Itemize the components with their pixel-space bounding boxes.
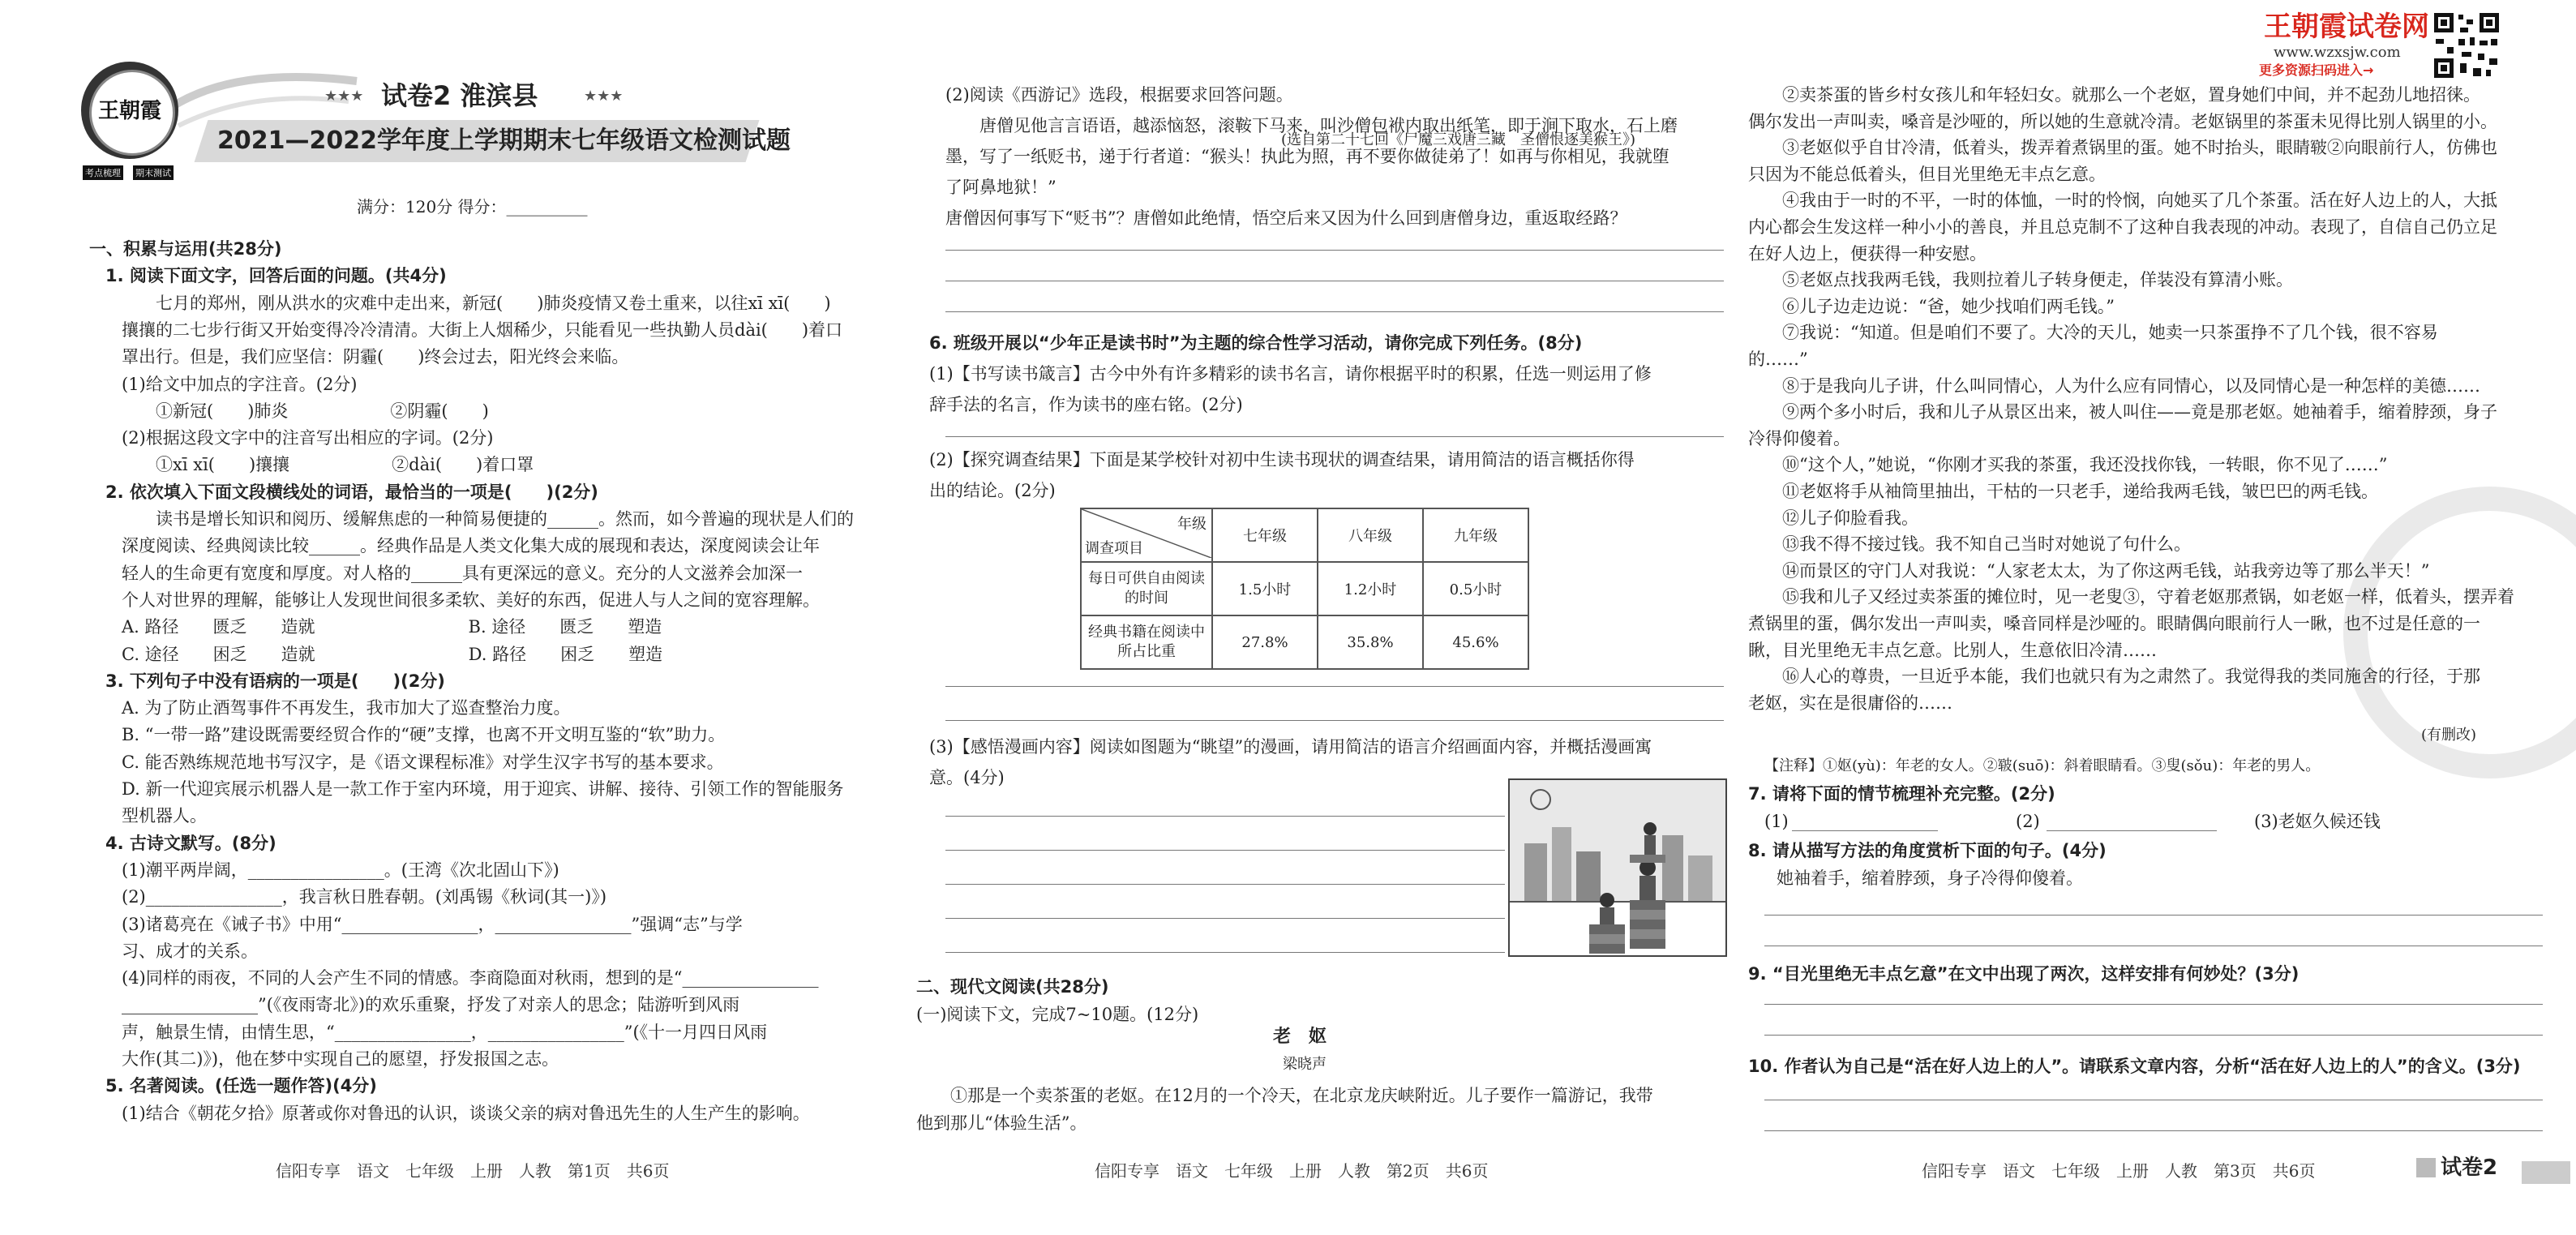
text-line: ①新冠( )肺炎 ②阴霾( ): [122, 401, 489, 421]
q7-item-2: (2): [2016, 812, 2040, 831]
table-cell: 35.8%: [1318, 615, 1423, 669]
answer-line: [945, 436, 1724, 437]
article-paragraph-1: ①那是一个卖茶蛋的老妪。在12月的一个冷天，在北京龙庆峡附近。儿子要作一篇游记，我带: [916, 1086, 1653, 1105]
corner-bottom: 调查项目: [1085, 540, 1143, 557]
text-line: ④我由于一时的不平，一时的体恤，一时的怜悯，向她买了几个茶蛋。活在好人边上的人，大抵: [1748, 191, 2497, 211]
answer-line: [1764, 1035, 2543, 1036]
text-line: 了阿鼻地狱！”: [945, 178, 1057, 197]
text-line: (2)【探究调查结果】下面是某学校针对初中生读书现状的调查结果，请用简洁的语言概括你得: [929, 450, 1635, 470]
text-line: (1)结合《朝花夕拾》原著或你对鲁迅的认识，谈谈父亲的病对鲁迅先生的人生产生的影响。: [122, 1103, 810, 1123]
answer-blank: [2047, 830, 2217, 831]
logo-tag1: 考点梳理: [83, 165, 123, 180]
text-line: 1. 阅读下面文字，回答后面的问题。(共4分): [105, 266, 447, 286]
text-line: 出的结论。(2分): [929, 481, 1056, 500]
text-line: 罩出行。但是，我们应坚信：阴霾( )终会过去，阳光终会来临。: [122, 347, 629, 367]
text-line: 攘攘的二七步行街又开始变得冷冷清清。大街上人烟稀少，只能看见一些执勤人员dài( )着口: [122, 319, 843, 340]
footer-page-3: 信阳专享 语文 七年级 上册 人教 第3页 共6页: [1922, 1161, 2316, 1181]
text-line: ⑩“这个人，”她说，“你刚才买我的茶蛋，我还没找你钱，一转眼，你不见了……”: [1748, 455, 2388, 475]
footer-page-2: 信阳专享 语文 七年级 上册 人教 第2页 共6页: [1095, 1161, 1489, 1181]
text-line: ⑬我不得不接过钱。我不知自己当时对她说了句什么。: [1748, 534, 2191, 555]
answer-line: [945, 918, 1505, 919]
answer-line: [945, 311, 1724, 312]
text-line: (1)潮平两岸阔，________________。(王湾《次北固山下》): [122, 860, 559, 880]
page-2: [868, 0, 1711, 1235]
text-line: 6. 班级开展以“少年正是读书时”为主题的综合性学习活动，请你完成下列任务。(8分): [929, 333, 1583, 353]
text-line: 意。(4分): [929, 768, 1005, 787]
question-10: 10. 作者认为自己是“活在好人边上的人”。请联系文章内容，分析“活在好人边上的人”的含义。(3分): [1748, 1057, 2521, 1076]
text-line: 墨，写了一纸贬书，递于行者道：“猴头！执此为照，再不要你做徒弟了！如再与你相见，我就堕: [945, 147, 1669, 166]
text-line: 一、积累与运用(共28分): [89, 239, 282, 259]
text-line: (3)诸葛亮在《诫子书》中用“________________，________________”强调“志”与学: [122, 914, 743, 934]
article-author: 梁晓声: [1283, 1056, 1327, 1073]
table-cell: 0.5小时: [1423, 562, 1528, 615]
annotations: 【注释】①妪(yù)：年老的女人。②皲(suō)：斜着眼睛看。③叟(sǒu)：年老的男人。: [1764, 757, 2321, 774]
table-cell: 1.2小时: [1318, 562, 1423, 615]
article-paragraph-1-cont: 他到那儿“体验生活”。: [916, 1113, 1087, 1133]
text-line: 轻人的生命更有宽度和厚度。对人格的______具有更深远的意义。充分的人文滋养会加深一: [122, 563, 803, 583]
table-corner: [1081, 508, 1212, 562]
answer-line: [1764, 1130, 2543, 1131]
text-line: ⑤老妪点找我两毛钱，我则拉着儿子转身便走，佯装没有算清小账。: [1748, 270, 2293, 290]
text-line: 煮锅里的蛋，偶尔发出一声叫卖，嗓音同样是沙哑的。眼睛偶向眼前行人一瞅，也不过是任意的一: [1748, 614, 2480, 633]
answer-line: [1764, 1004, 2543, 1005]
row-label: 经典书籍在阅读中所占比重: [1081, 615, 1212, 669]
badge-bar: [2522, 1161, 2570, 1184]
text-line: ________________”(《夜雨寄北》)的欢乐重聚，抒发了对亲人的思念；陆游听到风雨: [122, 995, 740, 1015]
text-line: A. 为了防止酒驾事件不再发生，我市加大了巡查整治力度。: [122, 698, 571, 718]
paper-title: 试卷2 淮滨县: [381, 80, 538, 111]
text-line: (1)给文中加点的字注音。(2分): [122, 374, 358, 394]
text-line: (2)根据这段文字中的注音写出相应的字词。(2分): [122, 428, 494, 448]
text-line: 偶尔发出一声叫卖，嗓音是沙哑的，所以她的生意就冷清。老妪锅里的茶蛋未见得比别人锅里的小。: [1748, 111, 2497, 131]
q7-item-1: (1): [1764, 812, 1789, 831]
answer-line: [945, 720, 1724, 721]
text-line: ⑦我说：“知道。但是咱们不要了。大冷的天儿，她卖一只茶蛋挣不了几个钱，很不容易: [1748, 323, 2438, 343]
page-3: [1711, 0, 2576, 1235]
logo-tag2: 期末测试: [133, 165, 174, 180]
text-line: ①xī xī( )攘攘 ②dài( )着口罩: [122, 455, 534, 475]
text-line: 深度阅读、经典阅读比较______。经典作品是人类文化集大成的展现和表达，深度阅读会让年: [122, 536, 820, 556]
column-header: 八年级: [1318, 508, 1423, 562]
text-line: ⑥儿子边走边说：“爸，她少找咱们两毛钱。”: [1748, 296, 2115, 316]
text-line: 唐僧见他言言语语，越添恼怒，滚鞍下马来，叫沙僧包袱内取出纸笔，即于涧下取水，石上磨: [945, 116, 1678, 135]
text-line: (2)________________，我言秋日胜春朝。(刘禹锡《秋词(其一)》): [122, 887, 607, 907]
xiyouji-citation: (选自第二十七回《尸魔三戏唐三藏 圣僧恨逐美猴王》): [1281, 131, 1636, 148]
text-line: ③老妪似乎自甘冷清，低着头，拨弄着煮锅里的蛋。她不时抬头，眼睛皲②向眼前行人，仿佛也: [1748, 138, 2497, 158]
row-label: 每日可供自由阅读的时间: [1081, 562, 1212, 615]
text-line: 只因为不能总低着头，但目光里绝无丰点乞意。: [1748, 164, 2106, 184]
table-row: [1081, 615, 1528, 669]
text-line: B. “一带一路”建设既需要经贸合作的“硬”支撑，也离不开文明互鉴的“软”助力。: [122, 725, 726, 745]
text-line: 3. 下列句子中没有语病的一项是( )(2分): [105, 671, 445, 691]
table-cell: 27.8%: [1212, 615, 1318, 669]
text-line: ⑭而景区的守门人对我说：“人家老太太，为了你这两毛钱，站我旁边等了那么半天！”: [1748, 560, 2430, 581]
answer-line: [945, 884, 1505, 885]
answer-line: [945, 952, 1505, 953]
answer-line: [945, 850, 1505, 851]
text-line: 七月的郑州，刚从洪水的灾难中走出来，新冠( )肺炎疫情又卷土重来，以往xī xī( ): [122, 293, 831, 313]
page-1: [0, 0, 868, 1235]
text-line: ⑧于是我向儿子讲，什么叫同情心，人为什么应有同情心，以及同情心是一种怎样的美德……: [1748, 375, 2480, 396]
answer-blank: [1792, 830, 1938, 831]
text-line: ②卖茶蛋的皆乡村女孩儿和年轻妇女。就那么一个老妪，置身她们中间，并不起劲儿地招徕。: [1748, 85, 2480, 105]
text-line: C. 能否熟练规范地书写汉字，是《语文课程标准》对学生汉字书写的基本要求。: [122, 752, 724, 772]
question-8: 8. 请从描写方法的角度赏析下面的句子。(4分): [1748, 841, 2107, 860]
text-line: ⑮我和儿子又经过卖茶蛋的摊位时，见一老叟③，守着老妪那煮锅，如老妪一样，低着头，摆弄着: [1748, 587, 2514, 607]
corner-top: 年级: [1177, 516, 1207, 533]
logo-text: 王朝霞: [97, 99, 161, 123]
brand-scan: 更多资源扫码进入→: [2259, 62, 2374, 78]
text-line: 老妪，实在是很庸俗的……: [1748, 693, 1952, 713]
column-header: 七年级: [1212, 508, 1318, 562]
paper-badge: 试卷2: [2441, 1156, 2498, 1180]
footer-page-1: 信阳专享 语文 七年级 上册 人教 第1页 共6页: [276, 1161, 670, 1181]
text-line: C. 途径 困乏 造就 D. 路径 困乏 塑造: [122, 644, 663, 664]
text-line: 辞手法的名言，作为读书的座右铭。(2分): [929, 395, 1243, 414]
text-line: 内心都会生发这样一种小小的善良，并且总克制不了这种自我表现的冲动。表现了，自信自己仍立足: [1748, 217, 2497, 237]
table-cell: 45.6%: [1423, 615, 1528, 669]
brand-url: www.wzxsjw.com: [2274, 44, 2401, 61]
text-line: 冷得仰傻着。: [1748, 428, 1850, 448]
text-line: (1)【书写读书箴言】古今中外有许多精彩的读书名言，请你根据平时的积累，任选一则运用了修: [929, 364, 1652, 384]
text-line: 唐僧因何事写下“贬书”？唐僧如此绝情，悟空后来又因为什么回到唐僧身边，重返取经路？: [945, 208, 1627, 228]
text-line: 二、现代文阅读(共28分): [916, 977, 1109, 997]
answer-line: [945, 816, 1505, 817]
text-line: A. 路径 匮乏 造就 B. 途径 匮乏 塑造: [122, 617, 662, 637]
badge-decoration: [2416, 1158, 2436, 1177]
text-line: (4)同样的雨夜，不同的人会产生不同的情感。李商隐面对秋雨，想到的是“________________: [122, 968, 819, 988]
text-line: 的……”: [1748, 349, 1808, 369]
text-line: (3)【感悟漫画内容】阅读如图题为“眺望”的漫画，请用简洁的语言介绍画面内容，并概括漫画寓: [929, 737, 1652, 757]
q7-item-3: (3)老妪久候还钱: [2254, 812, 2381, 831]
answer-line: [1764, 915, 2543, 916]
text-line: (2)阅读《西游记》选段，根据要求回答问题。: [945, 85, 1293, 105]
text-line: ⑪老妪将手从袖筒里抽出，干枯的一只老手，递给我两毛钱，皱巴巴的两毛钱。: [1748, 482, 2378, 501]
text-line: 声，触景生情，由情生思，“________________，________________”(《十一月四日风雨: [122, 1022, 768, 1042]
answer-line: [945, 686, 1724, 687]
text-line: 2. 依次填入下面文段横线处的词语，最恰当的一项是( )(2分): [105, 482, 598, 502]
text-line: D. 新一代迎宾展示机器人是一款工作于室内环境，用于迎宾、讲解、接待、引领工作的智能服务: [122, 779, 844, 799]
table-cell: 1.5小时: [1212, 562, 1318, 615]
text-line: (一)阅读下文，完成7~10题。(12分): [916, 1005, 1199, 1024]
exam-subtitle: 2021—2022学年度上学期期末七年级语文检测试题: [217, 127, 791, 155]
column-header: 九年级: [1423, 508, 1528, 562]
text-line: 读书是增长知识和阅历、缓解焦虑的一种简易便捷的______。然而，如今普遍的现状是人们的: [122, 509, 854, 529]
text-line: 4. 古诗文默写。(8分): [105, 833, 276, 853]
text-line: ⑨两个多小时后，我和儿子从景区出来，被人叫住——竟是那老妪。她袖着手，缩着脖颈，身子: [1748, 402, 2497, 422]
score-line: 满分：120分 得分：__________: [357, 197, 588, 217]
cartoon-illustration: [1508, 778, 1727, 957]
stars-left: ★★★: [324, 88, 364, 105]
article-title: 老 妪: [1273, 1027, 1327, 1047]
text-line: 5. 名著阅读。(任选一题作答)(4分): [105, 1076, 377, 1096]
logo-seal: [81, 62, 178, 178]
text-line: ⑫儿子仰脸看我。: [1748, 508, 1918, 528]
qr-code-icon: [2432, 11, 2501, 79]
table-row: [1081, 562, 1528, 615]
text-line: 瞅，目光里绝无丰点乞意。比别人，生意依旧冷清……: [1748, 640, 2157, 660]
q8-quote: 她袖着手，缩着脖颈，身子冷得仰傻着。: [1759, 868, 2083, 888]
question-9: 9. “目光里绝无丰点乞意”在文中出现了两次，这样安排有何妙处？(3分): [1748, 964, 2300, 984]
survey-table: [1080, 508, 1529, 670]
brand-name: 王朝霞试卷网: [2264, 11, 2429, 43]
text-line: 型机器人。: [122, 806, 207, 826]
stars-right: ★★★: [584, 88, 624, 105]
text-line: 习、成才的关系。: [122, 941, 258, 961]
text-line: 在好人边上，便获得一种安慰。: [1748, 243, 1987, 264]
question-7: 7. 请将下面的情节梳理补充完整。(2分): [1748, 784, 2055, 804]
text-line: 大作(其二)》)，他在梦中实现自己的愿望，抒发报国之志。: [122, 1049, 559, 1069]
text-line: 个人对世界的理解，能够让人发现世间很多柔软、美好的东西，促进人与人之间的宽容理解。: [122, 590, 820, 610]
source-note: (有删改): [2421, 727, 2477, 744]
text-line: ⑯人心的尊贵，一旦近乎本能，我们也就只有为之肃然了。我觉得我的类同施舍的行径，于那: [1748, 667, 2480, 687]
answer-line: [945, 250, 1724, 251]
